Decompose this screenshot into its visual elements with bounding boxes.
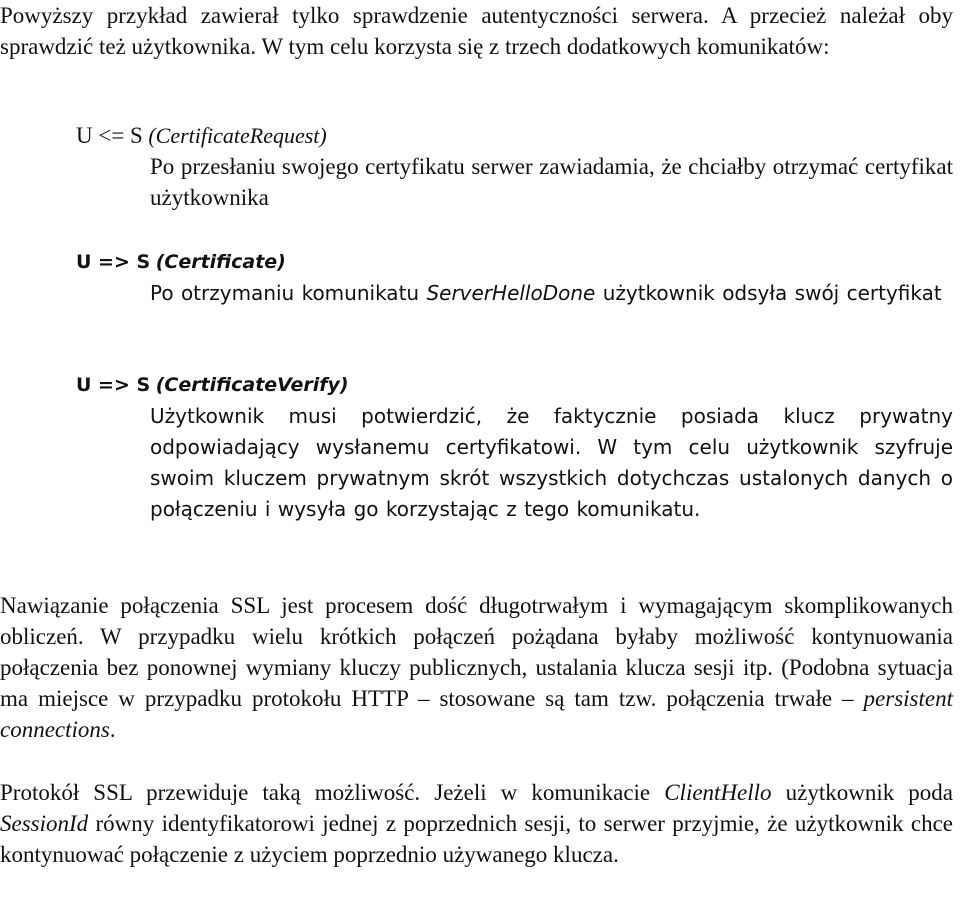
message-certificate bbox=[76, 245, 953, 309]
paragraph-text: użytkownik poda bbox=[771, 780, 953, 805]
session-resume-paragraph bbox=[0, 777, 953, 870]
message-description: Użytkownik musi potwierdzić, że faktycznie posiada klucz prywatny odpowiadający wysłanemu certyfikatowi. W tym celu użytkownik szyfruje swoim kluczem prywatnym skrót wszystkich dotychczas ustalonych danych o połączeniu i wysyła go korzystając z tego komunikatu. bbox=[150, 404, 953, 521]
message-title bbox=[76, 120, 953, 151]
paragraph-text: . bbox=[109, 717, 116, 742]
message-name: (CertificateVerify) bbox=[155, 374, 349, 396]
ssl-connection-paragraph bbox=[0, 590, 953, 745]
intro-paragraph: Powyższy przykład zawierał tylko sprawdzenie autentyczności serwera. A przecież należał oby sprawdzić też użytkownika. W tym celu korzysta się z trzech dodatkowych komunikatów: bbox=[0, 3, 953, 59]
message-direction: U <= S bbox=[76, 123, 143, 148]
message-description: Po przesłaniu swojego certyfikatu serwer zawiadamia, że chciałby otrzymać certyfikat użytkownika bbox=[150, 154, 953, 210]
paragraph-text: Nawiązanie połączenia SSL jest procesem dość długotrwałym i wymagającym skomplikowanych obliczeń. W przypadku wielu krótkich połączeń pożądana byłaby możliwość kontynuowania połączenia bez ponownej wymiany kluczy publicznych, ustalania klucza sesji itp. (Podobna sytuacja ma miejsce w przypadku protokołu HTTP – stosowane są tam tzw. połączenia trwałe – bbox=[0, 593, 953, 711]
description-text: użytkownik odsyła swój certyfikat bbox=[595, 281, 942, 305]
message-direction: U => S bbox=[76, 374, 151, 396]
emphasized-term: persistent connections bbox=[0, 686, 953, 742]
message-name: (CertificateRequest) bbox=[148, 123, 327, 148]
message-reference: ServerHelloDone bbox=[426, 281, 596, 305]
emphasized-term: ClientHello bbox=[664, 780, 772, 805]
message-description bbox=[150, 278, 953, 309]
message-title bbox=[76, 368, 953, 401]
paragraph-text: równy identyfikatorowi jednej z poprzednich sesji, to serwer przyjmie, że użytkownik chce kontynuować połączenie z użyciem poprzednio używanego klucza. bbox=[0, 811, 953, 867]
message-certificate-verify bbox=[76, 368, 953, 525]
paragraph-text: Protokół SSL przewiduje taką możliwość. Jeżeli w komunikacie bbox=[0, 780, 665, 805]
message-certificate-request bbox=[76, 120, 953, 213]
message-name: (Certificate) bbox=[155, 251, 286, 273]
description-text: Po otrzymaniu komunikatu bbox=[150, 281, 427, 305]
emphasized-term: SessionId bbox=[0, 811, 89, 836]
message-direction: U => S bbox=[76, 251, 151, 273]
message-title bbox=[76, 245, 953, 278]
